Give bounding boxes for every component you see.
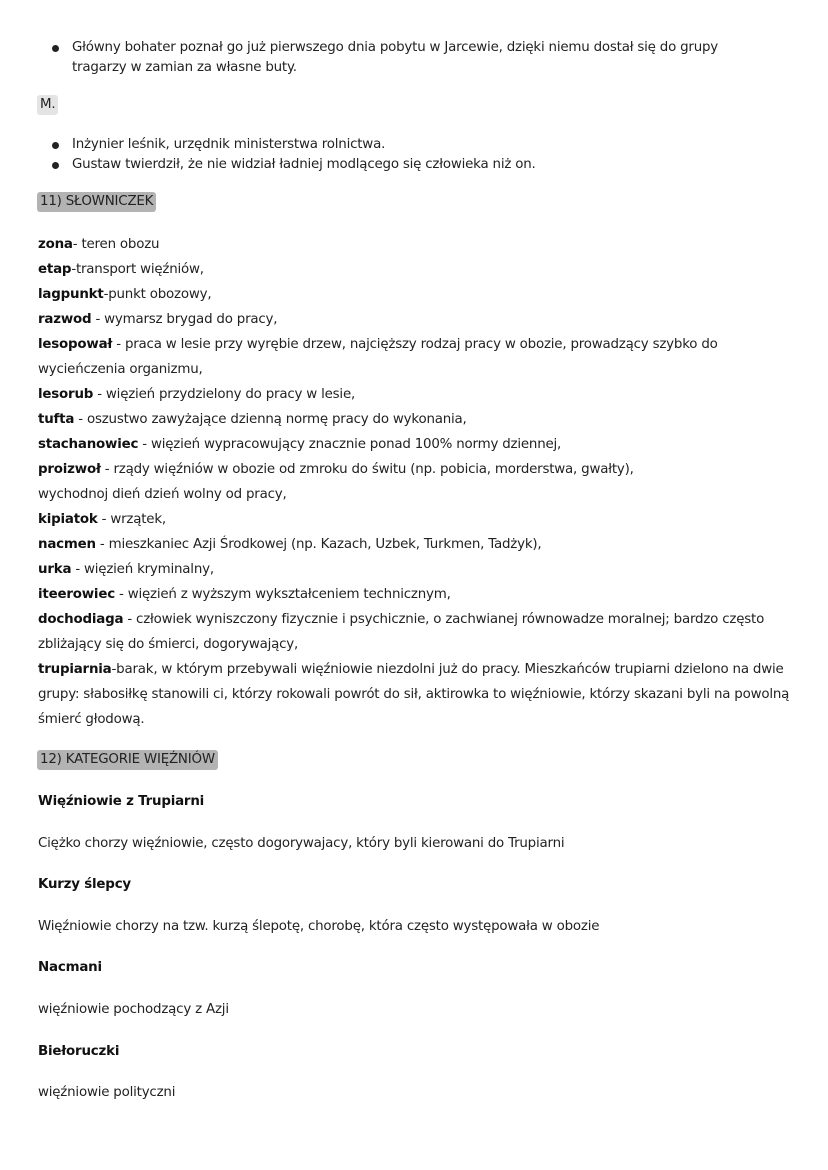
category-description: Ciężko chorzy więźniowie, często dogorywajacy, który byli kierowani do Trupiarni <box>38 835 565 851</box>
bullet-list-m <box>72 135 792 175</box>
glossary-definition: - człowiek wyniszczony fizycznie i psychicznie, o zachwianej równowadze moralnej; bardzo często zbliżający się do śmierci, dogorywający, <box>38 612 765 652</box>
glossary-definition: - wrzątek, <box>97 512 166 527</box>
glossary-entry <box>38 532 798 557</box>
category-title: Biełoruczki <box>38 1043 120 1059</box>
glossary-definition: - więzień kryminalny, <box>71 562 214 577</box>
category-title: Nacmani <box>38 960 102 976</box>
glossary-term: etap <box>38 262 72 277</box>
glossary-definition: - więzień przydzielony do pracy w lesie, <box>93 387 356 402</box>
glossary-entry <box>38 657 798 732</box>
glossary-entry <box>38 382 798 407</box>
glossary-entry <box>38 582 798 607</box>
glossary-entry <box>38 232 798 257</box>
glossary-term: nacmen <box>38 537 96 552</box>
glossary-definition: - rządy więźniów w obozie od zmroku do świtu (np. pobicia, morderstwa, gwałty), <box>100 462 634 477</box>
glossary-definition: - więzień z wyższym wykształceniem technicznym, <box>114 587 451 602</box>
glossary-term: tufta <box>38 412 75 427</box>
list-item: Główny bohater poznał go już pierwszego dnia pobytu w Jarcewie, dzięki niemu dostał się do grupy tragarzy w zamian za własne buty. <box>72 38 772 78</box>
glossary-term: zona <box>38 237 73 252</box>
glossary-entry <box>38 507 798 532</box>
list-item: Inżynier leśnik, urzędnik ministerstwa rolnictwa. <box>72 135 792 155</box>
category-title: Więźniowie z Trupiarni <box>38 794 205 809</box>
glossary-definition: - praca w lesie przy wyrębie drzew, najcięższy rodzaj pracy w obozie, prowadzący szybko do wycieńczenia organizmu, <box>38 337 718 377</box>
glossary-term: stachanowiec <box>38 437 139 452</box>
glossary-definition: -punkt obozowy, <box>103 287 212 302</box>
glossary-definition: -transport więźniów, <box>71 262 204 277</box>
glossary-entry <box>38 257 798 282</box>
glossary-entry <box>38 407 798 432</box>
glossary-term: iteerowiec <box>38 587 115 602</box>
category-title: Kurzy ślepcy <box>38 877 131 893</box>
glossary-term: urka <box>38 562 72 577</box>
glossary-term: trupiarnia <box>38 662 112 677</box>
category-description: więźniowie polityczni <box>38 1085 176 1101</box>
glossary-entry <box>38 307 798 332</box>
categories <box>38 792 599 1125</box>
glossary-entry <box>38 557 798 582</box>
glossary-definition: - oszustwo zawyżające dzienną normę pracy do wykonania, <box>74 412 467 427</box>
glossary-definition: - więzień wypracowujący znacznie ponad 100% normy dziennej, <box>138 437 562 452</box>
glossary-term: lesorub <box>38 387 94 402</box>
glossary-definition: -barak, w którym przebywali więźniowie niezdolni już do pracy. Mieszkańców trupiarni dzielono na dwie grupy: słabosiłkę stanowili ci, którzy rokowali powrót do sił, aktirowka to więźniowie, którzy skazani byli na powolną śmierć głodową. <box>38 662 790 727</box>
category-description: Więźniowie chorzy na tzw. kurzą ślepotę, chorobę, która często występowała w obozie <box>38 918 600 934</box>
glossary-term: lesopował <box>38 337 113 352</box>
glossary-definition: - wymarsz brygad do pracy, <box>91 312 278 327</box>
glossary-entry <box>38 282 798 307</box>
glossary-definition: wychodnoj dień dzień wolny od pracy, <box>38 487 287 502</box>
glossary-term: kipiatok <box>38 512 98 527</box>
glossary-entry <box>38 607 798 657</box>
category-description: więźniowie pochodzący z Azji <box>38 1001 229 1017</box>
glossary-term: dochodiaga <box>38 612 124 627</box>
glossary-term: razwod <box>38 312 92 327</box>
glossary-entry <box>38 482 798 507</box>
glossary-term: proizwoł <box>38 462 101 477</box>
section-heading-categories: 12) KATEGORIE WIĘŹNIÓW <box>37 750 218 770</box>
list-item: Gustaw twierdził, że nie widział ładniej modlącego się człowieka niż on. <box>72 155 792 175</box>
bullet-list-top <box>72 38 772 78</box>
glossary-definition: - teren obozu <box>72 237 160 252</box>
glossary-definition: - mieszkaniec Azji Środkowej (np. Kazach, Uzbek, Turkmen, Tadżyk), <box>95 537 542 552</box>
glossary-entry <box>38 457 798 482</box>
glossary-entry <box>38 332 798 382</box>
section-heading-glossary: 11) SŁOWNICZEK <box>37 192 156 212</box>
section-heading-m: M. <box>37 95 58 115</box>
glossary-entry <box>38 432 798 457</box>
glossary <box>38 232 798 732</box>
glossary-term: lagpunkt <box>38 287 104 302</box>
